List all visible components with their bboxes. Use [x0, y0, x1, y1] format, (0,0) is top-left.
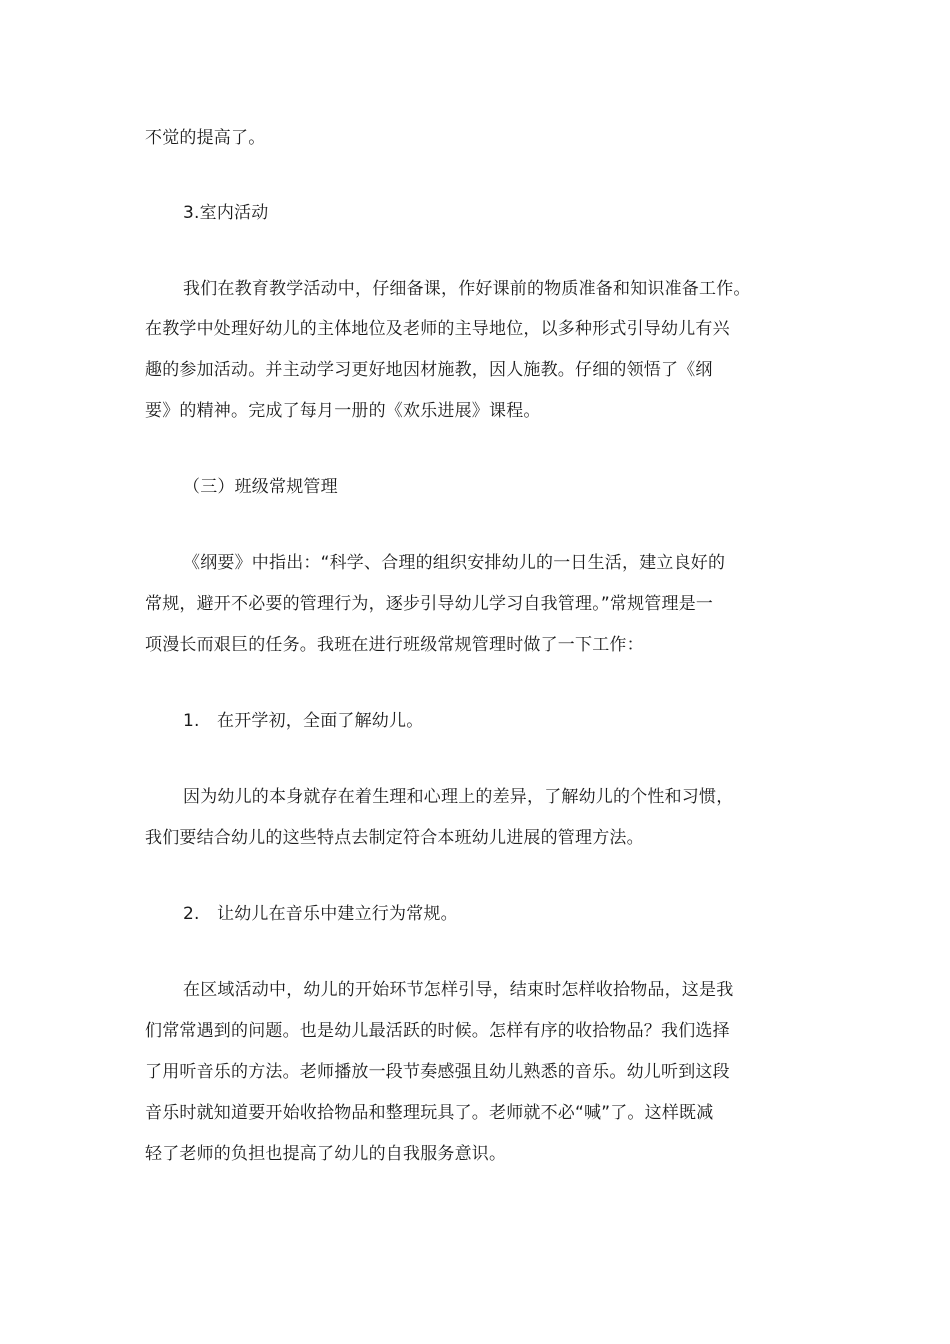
paragraph-line: 常规，避开不必要的管理行为，逐步引导幼儿学习自我管理。”常规管理是一 — [145, 594, 714, 614]
list-item-text: 在开学初，全面了解幼儿。 — [217, 711, 424, 731]
paragraph-line: 们常常遇到的问题。也是幼儿最活跃的时候。怎样有序的收拾物品？我们选择 — [145, 1021, 730, 1041]
list-number: 2. — [183, 904, 200, 924]
paragraph-line: 轻了老师的负担也提高了幼儿的自我服务意识。 — [145, 1144, 507, 1164]
paragraph-line: 了用听音乐的方法。老师播放一段节奏感强且幼儿熟悉的音乐。幼儿听到这段 — [145, 1062, 730, 1082]
paragraph-line: 项漫长而艰巨的任务。我班在进行班级常规管理时做了一下工作： — [145, 635, 644, 655]
paragraph-line: 我们要结合幼儿的这些特点去制定符合本班幼儿进展的管理方法。 — [145, 828, 644, 848]
paragraph-line: 在教学中处理好幼儿的主体地位及老师的主导地位，以多种形式引导幼儿有兴 — [145, 319, 730, 339]
paragraph-line: 要》的精神。完成了每月一册的《欢乐进展》课程。 — [145, 401, 541, 421]
paragraph-line: 音乐时就知道要开始收拾物品和整理玩具了。老师就不必“喊”了。这样既减 — [145, 1103, 714, 1123]
numbered-item-1 — [183, 710, 423, 732]
paragraph-line: 趣的参加活动。并主动学习更好地因材施教，因人施教。仔细的领悟了《纲 — [145, 360, 713, 380]
list-number: 1. — [183, 711, 200, 731]
subheading-indoor-activities: 3.室内活动 — [183, 203, 269, 223]
paragraph-line: 我们在教育教学活动中，仔细备课，作好课前的物质准备和知识准备工作。 — [183, 279, 751, 299]
paragraph-line: 《纲要》中指出：“科学、合理的组织安排幼儿的一日生活，建立良好的 — [183, 553, 726, 573]
paragraph-line: 因为幼儿的本身就存在着生理和心理上的差异，了解幼儿的个性和习惯， — [183, 787, 734, 807]
numbered-item-2 — [183, 903, 458, 925]
list-item-text: 让幼儿在音乐中建立行为常规。 — [217, 904, 458, 924]
paragraph-line: 在区域活动中，幼儿的开始环节怎样引导，结束时怎样收拾物品，这是我 — [183, 980, 734, 1000]
paragraph-line: 不觉的提高了。 — [145, 128, 266, 148]
section-heading-class-routine: （三）班级常规管理 — [183, 477, 338, 497]
